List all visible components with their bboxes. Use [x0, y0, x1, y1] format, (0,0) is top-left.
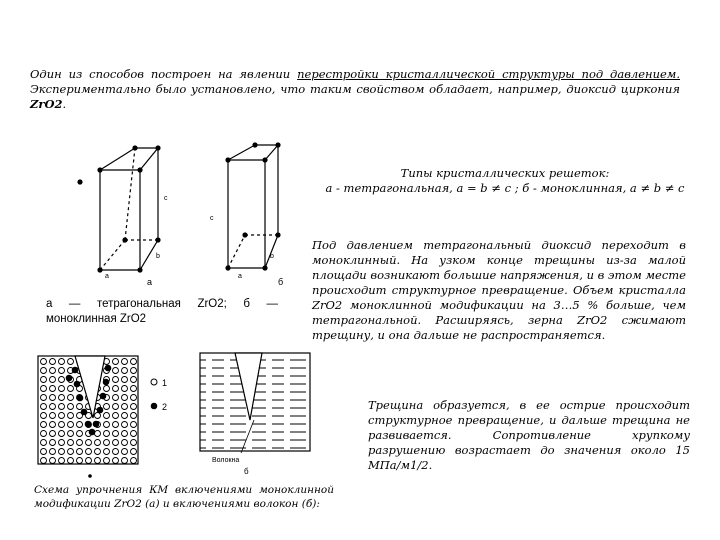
intro-end: .: [62, 97, 67, 111]
lattice-types-block: [300, 166, 710, 196]
monoclinic-label-c: c: [210, 215, 214, 222]
monoclinic-atoms: [225, 142, 280, 270]
caption-tetragonal: тетрагональная: [96, 298, 181, 310]
fiber-sub-label: б: [244, 467, 249, 476]
monoclinic-sub-label: б: [278, 277, 284, 287]
intro-line1-start: Один из способов построен на явлении: [30, 67, 298, 81]
legend-1: 1: [162, 378, 168, 388]
tetragonal-label-a: a: [105, 273, 109, 280]
fiber-label: Волокна: [212, 457, 240, 464]
tetragonal-sub-label: а: [147, 277, 153, 287]
caption-dash2: —: [266, 298, 278, 310]
intro-formula: ZrO2: [30, 97, 63, 111]
caption-a: а: [46, 298, 53, 310]
intro-paragraph: [30, 67, 680, 112]
caption-zro2: ZrO2;: [197, 298, 227, 310]
monoclinic-label-b: b: [270, 253, 274, 260]
lattice-figure: [60, 140, 310, 290]
caption-dash1: —: [68, 298, 81, 310]
reinforcement-figure: [30, 348, 330, 483]
reinforcement-caption: Схема упрочнения КМ включениями моноклинной модификации ZrO2 (а) и включениями волокон (б):: [34, 484, 334, 510]
legend-2: 2: [162, 402, 168, 412]
monoclinic-label-a: a: [238, 273, 242, 280]
lattice-types-line: а - тетрагональная, а = b ≠ c ; б - моноклинная, а ≠ b ≠ c: [325, 181, 685, 195]
caption-b: б: [243, 298, 250, 310]
tetragonal-label-b: b: [156, 253, 160, 260]
sub-label-a-marker: [88, 474, 92, 478]
intro-line2: Экспериментально было установлено, что таким свойством обладает, например, диоксид циркония: [30, 82, 680, 96]
monoclinic-cell: [228, 145, 278, 268]
intro-underlined-phrase: перестройки кристаллической структуры под давлением.: [297, 67, 680, 81]
paragraph-pressure: Под давлением тетрагональный диоксид переходит в моноклинный. На узком конце трещины из-за малой площади возникают большие напряжения, и в этом месте происходит структурное превращение. Объем кристалла ZrO2 моноклинной модификации на 3…5 % больше, чем тетрагональной. Расширяясь, зерна ZrO2 сжимают трещину, и она дальше не распространяется.: [312, 238, 686, 342]
tetragonal-label-c: c: [164, 195, 168, 202]
lattice-figure-caption: [46, 297, 278, 327]
caption-monoclinic: моноклинная ZrO2: [46, 313, 147, 325]
legend-transformed-icon: [151, 403, 158, 410]
tetragonal-atoms: [77, 145, 160, 272]
tetragonal-cell: [100, 148, 158, 270]
paragraph-crack: Трещина образуется, в ее острие происходит структурное превращение, и дальше трещина не развивается. Сопротивление хрупкому разрушению возрастает до значения около 15 МПа/м1/2.: [368, 398, 690, 472]
lattice-types-title: Типы кристаллических решеток:: [400, 166, 610, 180]
legend-untransformed-icon: [151, 379, 157, 385]
